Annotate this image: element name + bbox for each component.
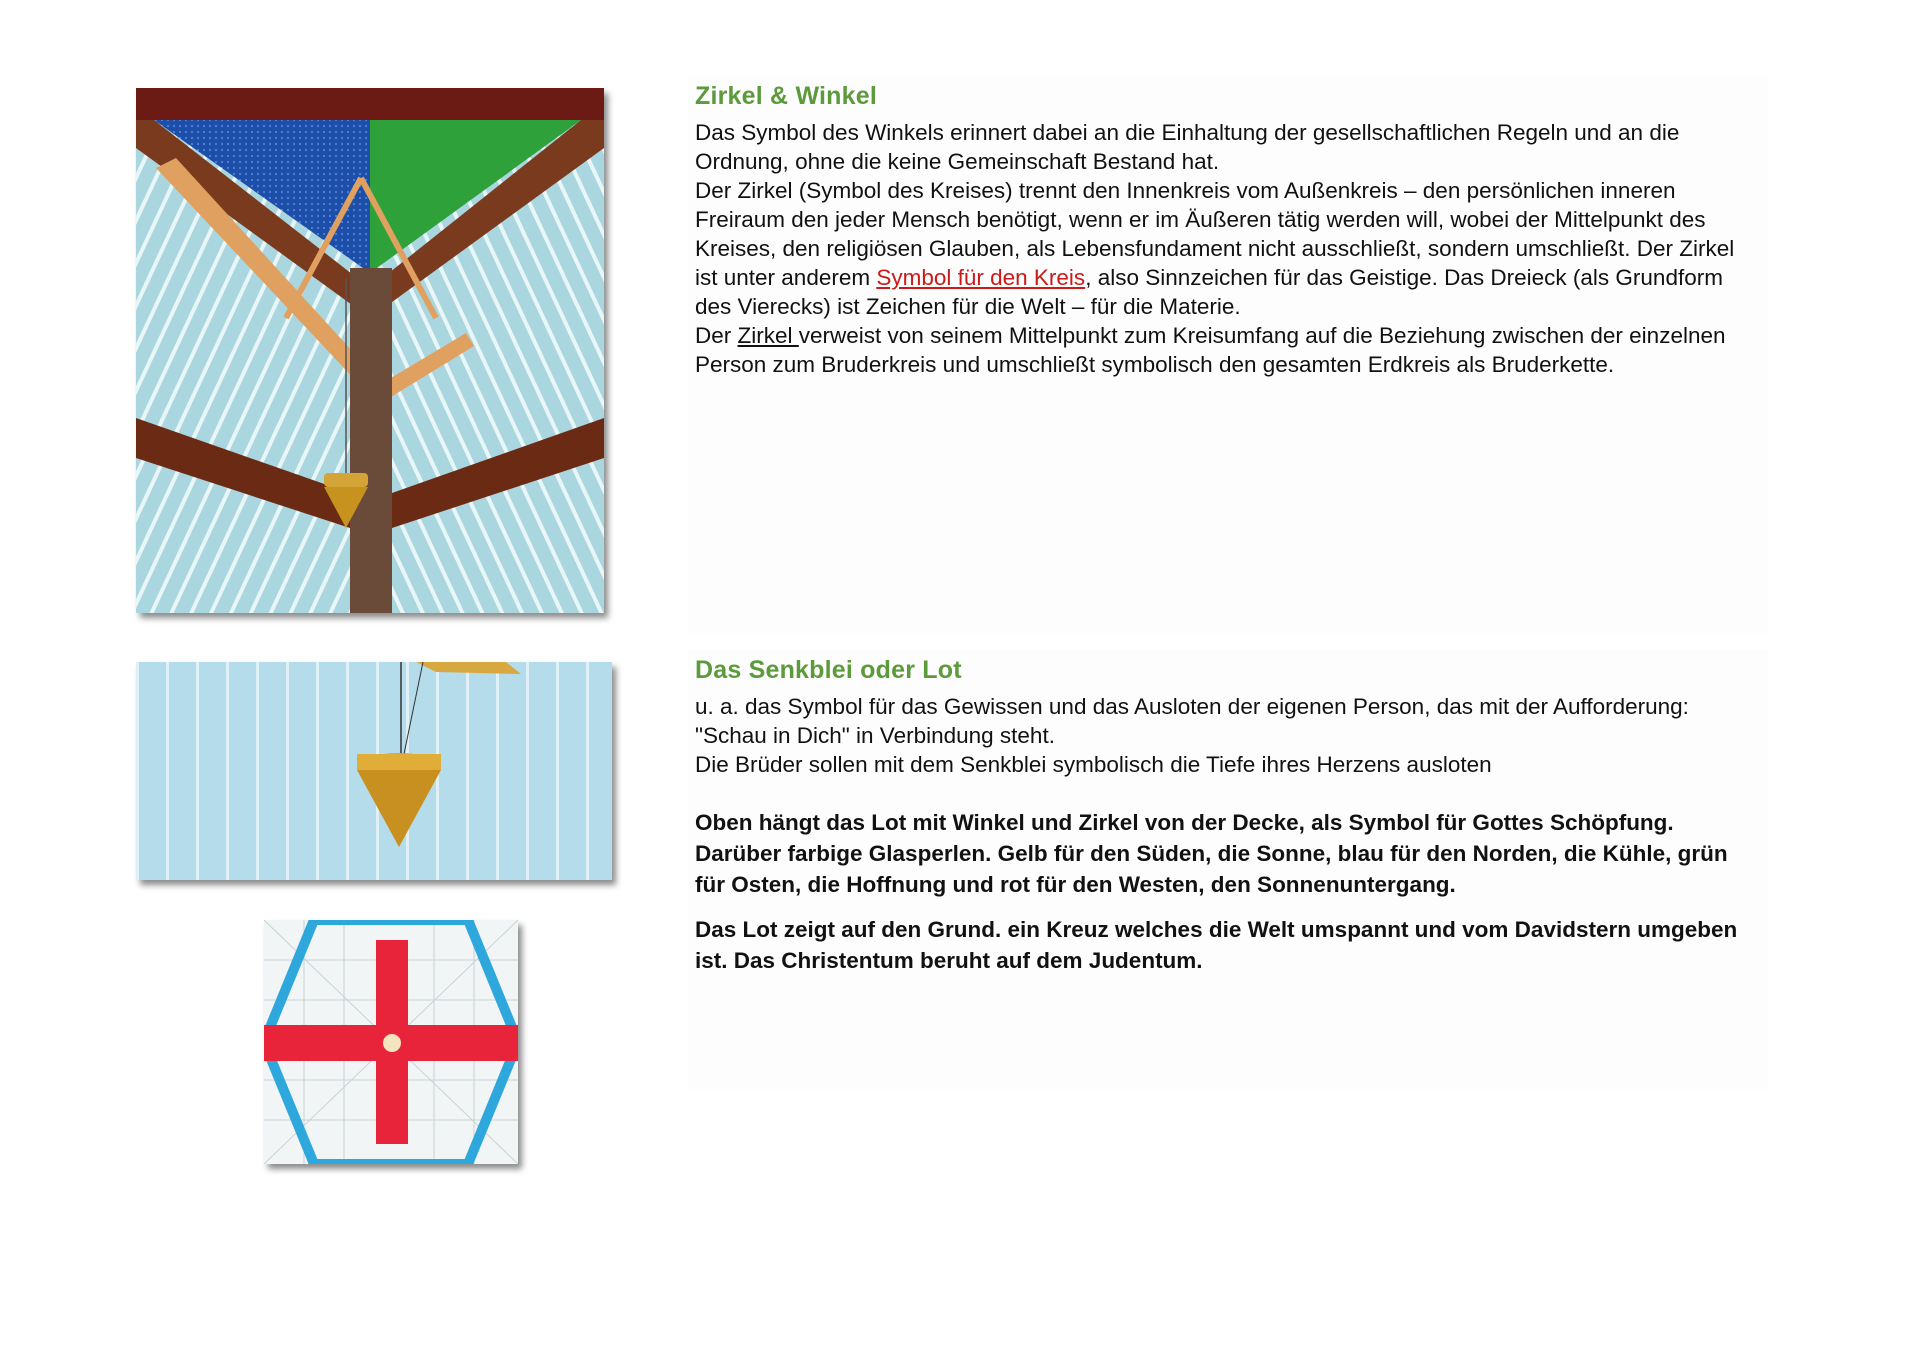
plumb-bob-photo [136,662,612,880]
symbol-kreis-link[interactable]: Symbol für den Kreis [876,265,1086,290]
lot-decke-paragraph: Oben hängt das Lot mit Winkel und Zirkel von der Decke, als Symbol für Gottes Schöpfung. Darüber farbige Glasperlen. Gelb für den Süden, die Sonne, blau für den Norden, die Kühle, grün für Osten, die Hoffnung und rot für den Westen, den Sonnenuntergang. [695,810,1728,897]
senkblei-herz-paragraph: Die Brüder sollen mit dem Senkblei symbolisch die Tiefe ihres Herzens ausloten [695,752,1492,777]
senkblei-paragraph: u. a. das Symbol für das Gewissen und das Ausloten der eigenen Person, das mit der Aufforderung: "Schau in Dich" in Verbindung steht. [695,694,1689,748]
cross-star-photo [264,920,518,1164]
zirkel-paragraph: Der Zirkel (Symbol des Kreises) trennt den Innenkreis vom Außenkreis – den persönlichen inneren Freiraum den jeder Mensch benötigt, wenn er im Äußeren tätig werden will, wobei der Mittelpunkt des Kreises, den religiösen Glauben, als Lebensfundament nicht ausschließt, sondern umschließt. Der Zirkel ist unter anderem Symbol für den Kreis, also Sinnzeichen für das Geistige. Das Dreieck (als Grundform des Vierecks) ist Zeichen für die Welt – für die Materie. [695,178,1735,319]
winkel-paragraph: Das Symbol des Winkels erinnert dabei an die Einhaltung der gesellschaftlichen Regeln und an die Ordnung, ohne die keine Gemeinschaft Bestand hat. [695,120,1680,174]
zirkel-link[interactable]: Zirkel [737,323,799,348]
section-plumb-bob [688,650,1768,1090]
lot-grund-paragraph: Das Lot zeigt auf den Grund. ein Kreuz welches die Welt umspannt und vom Davidstern umgeben ist. Das Christentum beruht auf dem Judentum. [695,917,1738,973]
section-compass-square [688,76,1768,634]
section-title: Das Senkblei oder Lot [695,656,962,684]
zirkel-bruderkreis-paragraph: Der Zirkel verweist von seinem Mittelpunkt zum Kreisumfang auf die Beziehung zwischen der einzelnen Person zum Bruderkreis und umschließt symbolisch den gesamten Erdkreis als Bruderkette. [695,323,1726,377]
compass-square-photo [136,88,604,613]
section-title: Zirkel & Winkel [695,82,877,110]
